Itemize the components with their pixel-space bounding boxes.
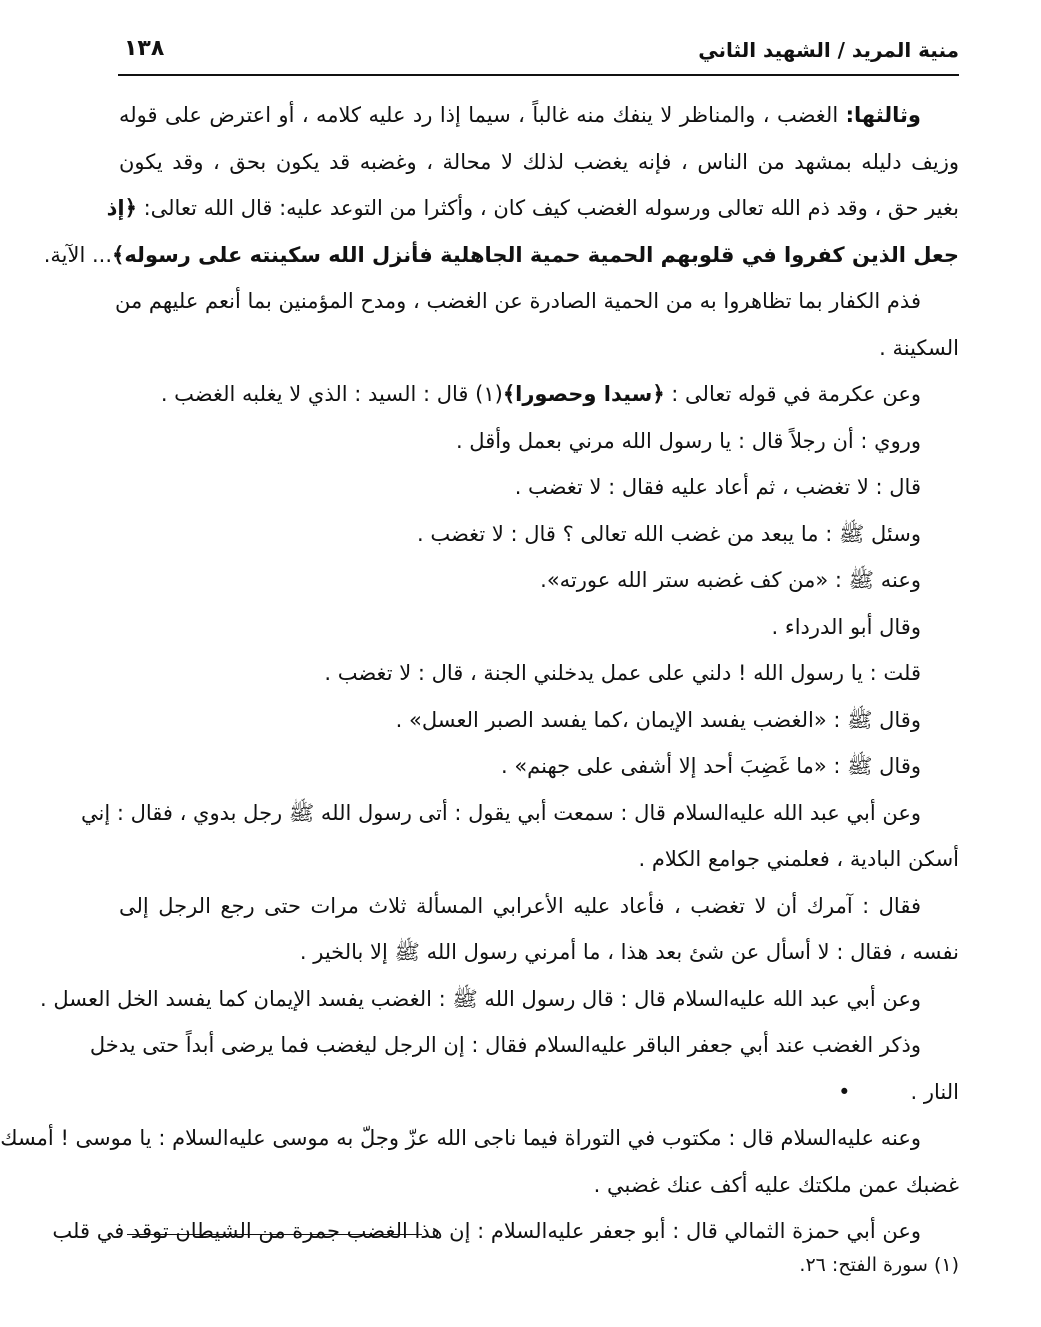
text-line: وعنه عليه‌السلام قال : مكتوب في التوراة فيما ناجى الله عزّ وجلّ به موسى عليه‌السلام : يا موسى ! أمسك [0, 1126, 921, 1150]
text-line: النار .• [838, 1079, 959, 1104]
text-line: وزيف دليله بمشهد من الناس ، فإنه يغضب لذلك لا محالة ، وغضبه قد يكون بحق ، وقد يكون [119, 149, 959, 174]
text-line: وقال ﷺ : «ما غَضِبَ أحد إلا أشفى على جهنم» . [500, 754, 921, 778]
text-line: قلت : يا رسول الله ! دلني على عمل يدخلني الجنة ، قال : لا تغضب . [324, 661, 921, 685]
page-number: ١٣٨ [124, 36, 165, 61]
book-title: منية المريد / الشهيد الثاني [698, 38, 959, 62]
text-line: وثالثها: الغضب ، والمناظر لا ينفك منه غالباً ، سيما إذا رد عليه كلامه ، أو اعترض على قوله [119, 103, 921, 127]
text-line: فذم الكفار بما تظاهروا به من الحمية الصادرة عن الغضب ، ومدح المؤمنين بما أنعم عليهم من [114, 289, 921, 313]
text-line: فقال : آمرك أن لا تغضب ، فأعاد عليه الأعرابي المسألة ثلاث مرات حتى رجع الرجل إلى [119, 893, 921, 918]
text-line: وعنه ﷺ : «من كف غضبه ستر الله عورته». [540, 568, 921, 592]
text-line: السكينة . [879, 335, 959, 360]
text-line: غضبك عمن ملكتك عليه أكف عنك غضبي . [593, 1172, 959, 1197]
page-body [0, 92, 959, 1255]
text-line: وقال أبو الدرداء . [771, 614, 921, 639]
text-line: وعن أبي عبد الله عليه‌السلام قال : قال رسول الله ﷺ : الغضب يفسد الإيمان كما يفسد الخل العسل . [40, 986, 921, 1011]
text-line: قال : لا تغضب ، ثم أعاد عليه فقال : لا تغضب . [514, 475, 921, 499]
text-line: وسئل ﷺ : ما يبعد من غضب الله تعالى ؟ قال : لا تغضب . [417, 521, 921, 546]
footnote: (١) سورة الفتح: ٢٦. [799, 1254, 959, 1276]
running-header [118, 30, 959, 76]
text-line: وعن أبي عبد الله عليه‌السلام قال : سمعت أبي يقول : أتى رسول الله ﷺ رجل بدوي ، فقال : إني [80, 800, 921, 825]
text-line: بغير حق ، وقد ذم الله تعالى ورسوله الغضب كيف كان ، وأكثرا من التوعد عليه: قال الله تعالى: ﴿إذ [106, 196, 959, 220]
text-line: وروي : أن رجلاً قال : يا رسول الله مرني بعمل وأقل . [455, 428, 921, 453]
text-line: وقال ﷺ : «الغضب يفسد الإيمان ،كما يفسد الصبر العسل» . [395, 707, 921, 732]
text-line: وعن عكرمة في قوله تعالى : ﴿سيدا وحصورا﴾(١) قال : السيد : الذي لا يغلبه الغضب . [160, 382, 921, 406]
text-line: وعن أبي حمزة الثمالي قال : أبو جعفر عليه‌السلام : إن هذا الغضب جمرة من الشيطان توقد في قلب [52, 1219, 921, 1243]
text-line: نفسه ، فقال : لا أسأل عن شئ بعد هذا ، ما أمرني رسول الله ﷺ إلا بالخير . [299, 940, 959, 964]
footnote-separator [127, 1234, 422, 1235]
text-line: أسكن البادية ، فعلمني جوامع الكلام . [638, 847, 959, 871]
text-line: وذكر الغضب عند أبي جعفر الباقر عليه‌السلام فقال : إن الرجل ليغضب فما يرضى أبداً حتى يدخل [89, 1033, 921, 1057]
text-line: جعل الذين كفروا في قلوبهم الحمية حمية الجاهلية فأنزل الله سكينته على رسوله﴾... الآية. [43, 242, 959, 267]
